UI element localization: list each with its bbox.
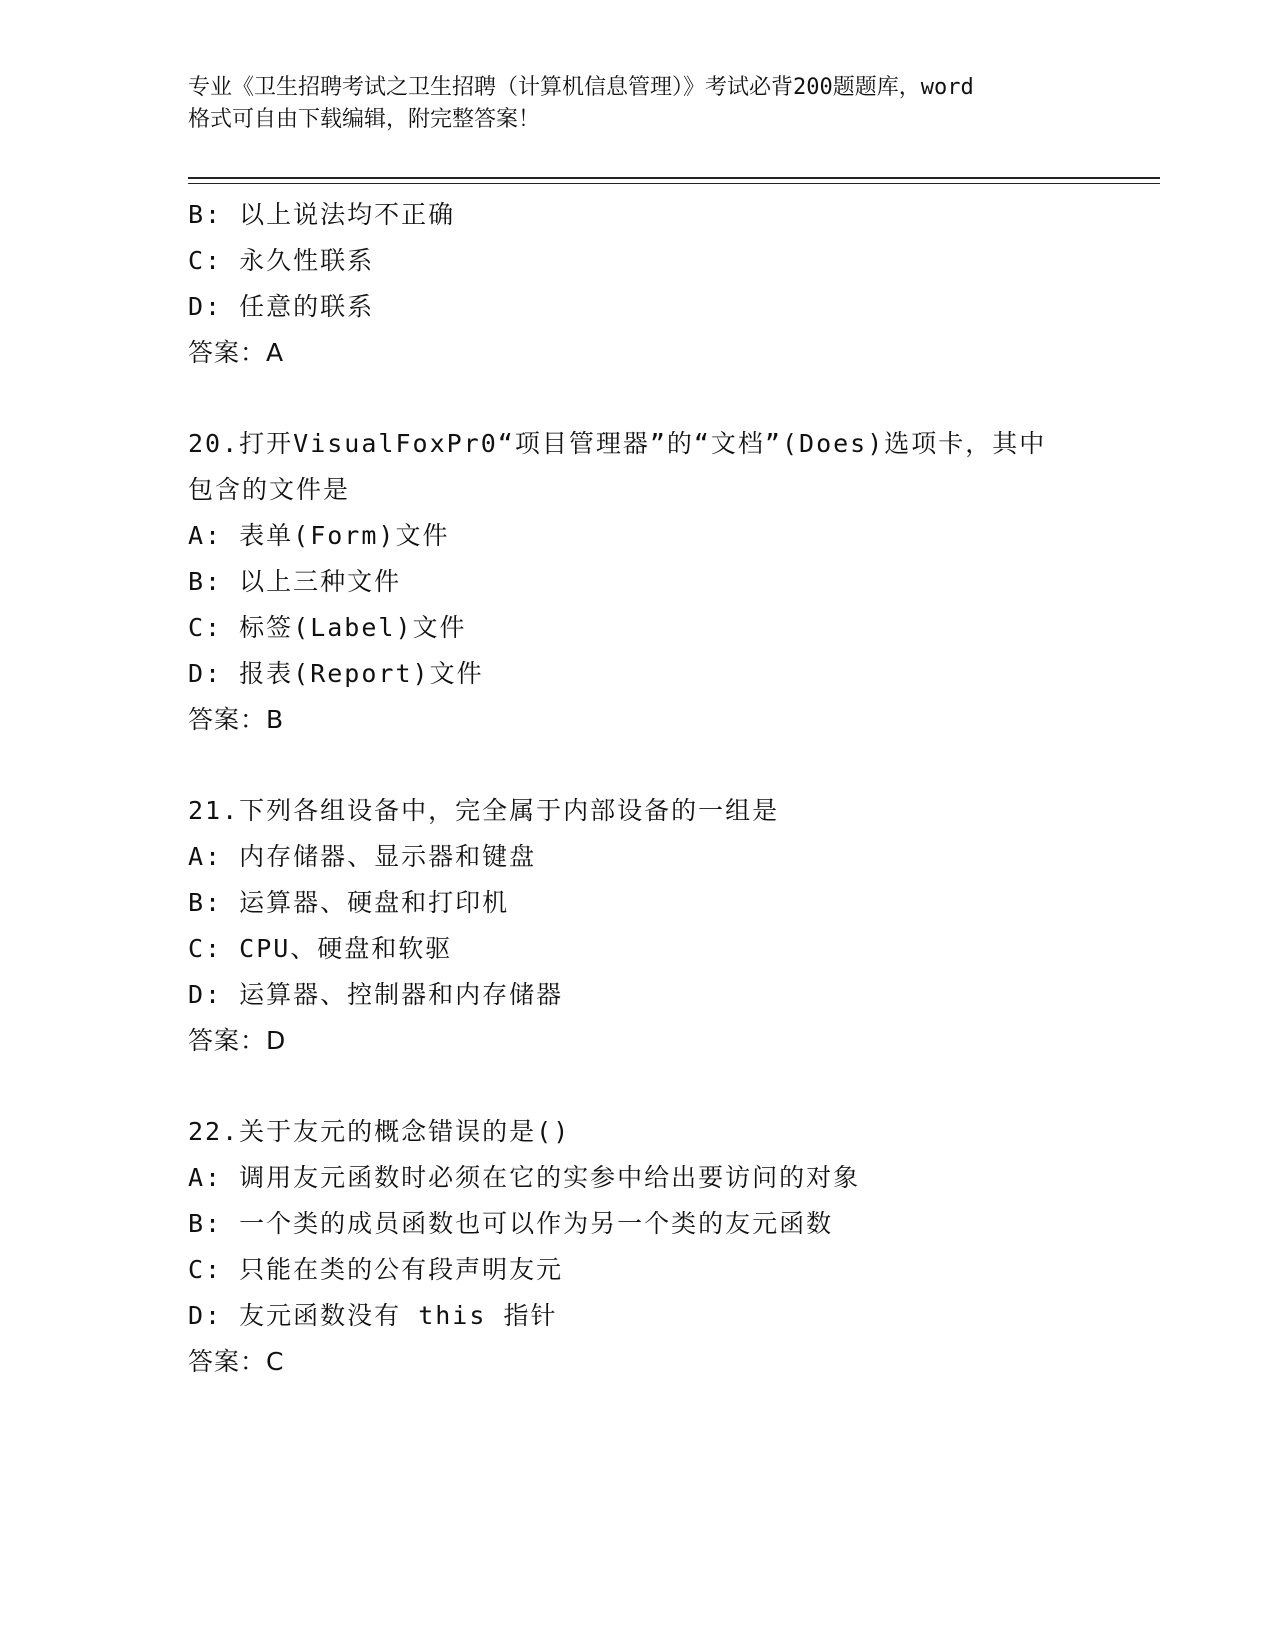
option-d: D: 运算器、控制器和内存储器 bbox=[188, 980, 564, 1009]
option-d: D: 友元函数没有 this 指针 bbox=[188, 1301, 558, 1330]
question-stem: 20.打开VisualFoxPr0“项目管理器”的“文档”(Does)选项卡，其中 bbox=[188, 429, 1047, 458]
question-stem-continued: 包含的文件是 bbox=[188, 475, 351, 504]
option-a: A: 内存储器、显示器和键盘 bbox=[188, 842, 537, 871]
option-c: C: 只能在类的公有段声明友元 bbox=[188, 1255, 564, 1284]
header-divider-thin bbox=[188, 183, 1160, 184]
option-b: B: 以上说法均不正确 bbox=[188, 200, 456, 229]
option-c: C: 永久性联系 bbox=[188, 246, 375, 275]
answer: 答案：C bbox=[188, 1347, 285, 1376]
answer: 答案：D bbox=[188, 1026, 287, 1055]
header-line-1: 专业《卫生招聘考试之卫生招聘（计算机信息管理）》考试必背200题题库，word bbox=[188, 75, 974, 100]
option-d: D: 报表(Report)文件 bbox=[188, 659, 484, 688]
option-b: B: 以上三种文件 bbox=[188, 567, 402, 596]
option-b: B: 一个类的成员函数也可以作为另一个类的友元函数 bbox=[188, 1209, 834, 1238]
question-stem: 22.关于友元的概念错误的是() bbox=[188, 1117, 571, 1146]
question-21 bbox=[188, 788, 1088, 1064]
question-stem: 21.下列各组设备中，完全属于内部设备的一组是 bbox=[188, 796, 780, 825]
header-line-2: 格式可自由下载编辑，附完整答案！ bbox=[188, 107, 541, 132]
answer: 答案：A bbox=[188, 338, 285, 367]
option-b: B: 运算器、硬盘和打印机 bbox=[188, 888, 510, 917]
header-divider-thick bbox=[188, 177, 1160, 179]
option-c: C: 标签(Label)文件 bbox=[188, 613, 467, 642]
question-list bbox=[188, 192, 1088, 1385]
option-a: A: 表单(Form)文件 bbox=[188, 521, 450, 550]
question-19-continuation bbox=[188, 192, 1088, 376]
option-c: C: CPU、硬盘和软驱 bbox=[188, 934, 453, 963]
option-d: D: 任意的联系 bbox=[188, 292, 375, 321]
answer: 答案：B bbox=[188, 705, 285, 734]
document-header bbox=[188, 72, 1088, 136]
question-22 bbox=[188, 1109, 1088, 1385]
question-20 bbox=[188, 421, 1088, 743]
option-a: A: 调用友元函数时必须在它的实参中给出要访问的对象 bbox=[188, 1163, 861, 1192]
